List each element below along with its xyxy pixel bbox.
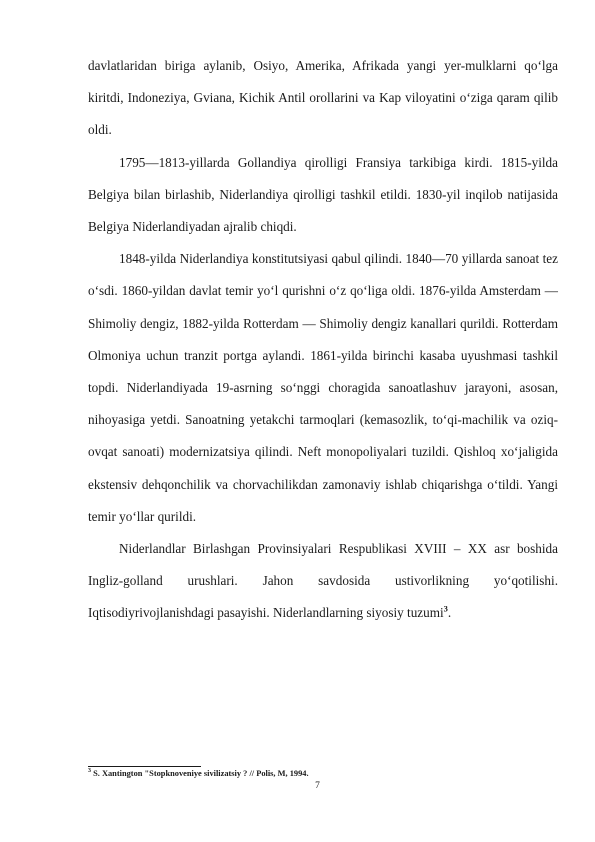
- document-body: [88, 50, 558, 630]
- paragraph-4: [88, 533, 558, 630]
- footnote-reference[interactable]: 3: [443, 604, 448, 615]
- paragraph-2: 1795—1813-yillarda Gollandiya qirolligi Fransiya tarkibiga kirdi. 1815-yilda Belgiya bilan birlashib, Niderlandiya qirolligi tashkil etildi. 1830-yil inqilob natijasida Belgiya Niderlandiyadan ajralib chiqdi.: [88, 154, 558, 235]
- paragraph-4-end: .: [447, 605, 452, 621]
- paragraph-1: davlatlaridan biriga aylanib, Osiyo, Amerika, Afrikada yangi yer-mulklarni qo‘lga kiritdi, Indoneziya, Gviana, Kichik Antil orollarini va Kap viloyatini o‘ziga qaram qilib oldi.: [88, 58, 558, 138]
- footnote-separator: [88, 766, 201, 767]
- page-number: 7: [315, 781, 320, 791]
- paragraph-3: 1848-yilda Niderlandiya konstitutsiyasi qabul qilindi. 1840—70 yillarda sanoat tez o‘sdi. 1860-yildan davlat temir yo‘l qurishni o‘z qo‘liga oldi. 1876-yilda Amsterdam — Shimoliy dengiz, 1882-yilda Rotterdam — Shimoliy dengiz kanallari qurildi. Rotterdam Olmoniya uchun tranzit portga aylandi. 1861-yilda birinchi kasaba uyushmasi tashkil topdi. Niderlandiyada 19-asrning so‘nggi choragida sanoatlashuv jarayoni, asosan, nihoyasiga yetdi. Sanoatning yetakchi tarmoqlari (kemasozlik, to‘qi-machilik va oziq-ovqat sanoati) modernizatsiya qilindi. Neft monopoliyalari tuzildi. Qishloq xo‘jaligida ekstensiv dehqonchilik va chorvachilikdan zamonaviy ishlab chiqarishga o‘tildi. Yangi temir yo‘llar qurildi.: [88, 251, 558, 524]
- footnote: [88, 768, 558, 779]
- paragraph-4-text: Niderlandlar Birlashgan Provinsiyalari Respublikasi XVIII – XX asr boshida Ingliz-golland urushlari. Jahon savdosida ustivorlikning yo‘qotilishi. Iqtisodiyrivojlanishdagi pasayishi. Niderlandlarning siyosiy tuzumi: [88, 541, 558, 621]
- footnote-marker: 3: [88, 768, 91, 775]
- footnote-text: S. Xantington "Stopknoveniye sivilizatsiy ? // Polis, M, 1994.: [91, 769, 309, 778]
